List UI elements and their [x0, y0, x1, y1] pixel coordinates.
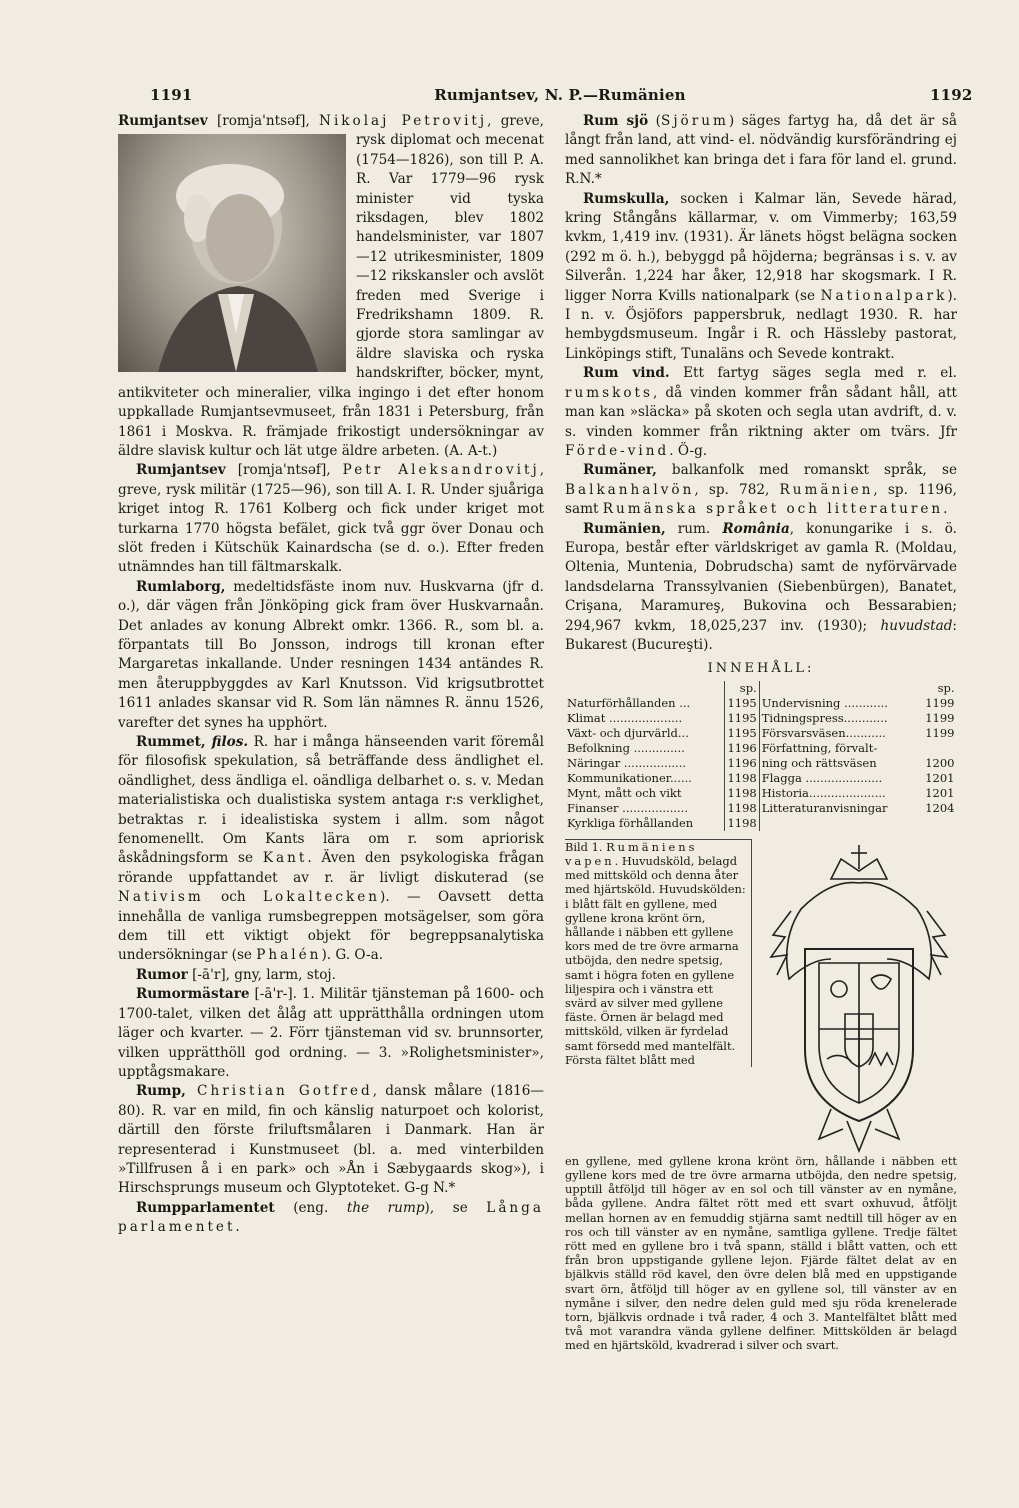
entry-rumanien: Rumänien, rum. România, konungarike i s. ö. Europa, består efter världskriget av gamla R. (Moldau, Oltenia, Muntenia, Dobrudscha) samt de nyförvärvade landsdelarna Transsylvanien (Siebenbürgen), Banatet, Crişana, Maramureş, Bukovina och Bessarabien; 294,967 kvkm, 18,025,237 inv. (1930); huvudstad: Bukarest (Bucureşti). — [565, 520, 957, 653]
left-column — [118, 112, 544, 1238]
headword: Rumänien, — [583, 520, 666, 537]
headword: Rumor — [136, 966, 188, 983]
cross-ref[interactable]: Långa parlamentet — [118, 1199, 544, 1236]
contents-row — [565, 816, 957, 831]
person-name: Nikolaj Petrovitj — [319, 113, 488, 129]
entry-rumaner: Rumäner, balkanfolk med romanskt språk, se Balkanhalvön, sp. 782, Rumänien, sp. 1196, samt Rumänska språket och litteraturen. — [565, 462, 957, 518]
contents-head-row — [565, 681, 957, 696]
contents-label[interactable]: Historia..................... — [761, 785, 886, 800]
contents-row — [565, 801, 957, 816]
entry-rumlaborg: Rumlaborg, medeltidsfäste inom nuv. Huskvarna (jfr d. o.), där vägen från Jönköping gick fram över Huskvarnaån. Det anlades av konung Albrekt omkr. 1366. R., som bl. a. förpantats till Bo Jonsson, indrogs till kronan efter Margaretas inkallande. Under resningen 1434 antändes R. men återuppbyggdes av Karl Knutsson. Vid krigsutbrottet 1611 anlades skansar vid R. Som län nämnes R. ännu 1526, varefter det synes ha upphört. — [118, 578, 544, 731]
entry-rumjantsev-petr: Rumjantsev [romja'ntsəf], Petr Aleksandrovitj, greve, rysk militär (1725—96), son till A. I. R. Under sjuåriga kriget intog R. 1761 Kolberg och fick under kriget mot turkarna 1770 högsta befälet, gick två ggr över Donau och slöt freden i Kütschük Kainardscha (se d. o.). Efter freden utnämndes han till fältmarskalk. — [118, 462, 545, 576]
contents-label[interactable]: ning och rättsväsen — [761, 755, 877, 770]
person-name: Petr Aleksandrovitj — [342, 462, 540, 479]
contents-col: 1200 — [925, 755, 955, 770]
contents-row — [565, 696, 957, 711]
coat-of-arms-image — [761, 839, 957, 1154]
cross-ref[interactable]: Kant — [262, 850, 308, 867]
headword: Rummet, — [136, 734, 206, 750]
contents-label[interactable]: Mynt, mått och vikt — [567, 785, 682, 800]
headword: Rumpparlamentet — [136, 1199, 275, 1216]
contents-label[interactable]: Näringar ................. — [567, 755, 687, 770]
contents-col: 1198 — [724, 786, 759, 801]
contents-label[interactable]: Undervisning ............ — [761, 695, 888, 710]
cross-ref[interactable]: Rumänien — [779, 481, 874, 498]
page-number-left: 1191 — [150, 86, 193, 104]
contents-col: 1199 — [925, 710, 955, 725]
headword: Rum vind. — [583, 365, 670, 382]
contents-col: 1198 — [724, 771, 759, 786]
contents-label[interactable]: Finanser .................. — [567, 800, 688, 815]
page-number-right: 1192 — [930, 86, 973, 104]
contents-table — [565, 681, 957, 831]
entry-rump: Rump, Christian Gotfred, dansk målare (1816—80). R. var en mild, fin och känslig naturpoet och kolorist, därtill den förste friluftsmålaren i Danmark. Han är representerad i Kunstmuseet (bl. a. med vinterbilden »Tillfrusen å i en park» och »Ån i Sæbygaards skog»), i Hirschsprungs museum och Glyptoteket. G-g N.* — [118, 1083, 544, 1197]
contents-col: 1204 — [925, 800, 955, 815]
cross-ref[interactable]: Rumänska språket och litteraturen — [602, 501, 944, 518]
contents-col: 1196 — [724, 756, 759, 771]
contents-col: 1198 — [724, 816, 759, 831]
contents-label[interactable]: Kommunikationer...... — [567, 770, 692, 785]
headword: Rumjantsev — [118, 113, 208, 129]
contents-label[interactable]: Litteraturanvisningar — [761, 800, 888, 815]
contents-col: 1199 — [925, 725, 955, 740]
figure-caption-continued: en gyllene, med gyllene krona krönt örn, hållande i näbben ett gyllene kors med de tre övre armarna utböjda, den nedre spetsig, upptill åtföljd till höger av en sol och till vänster av en nymåne, båda gyllene. Andra fältet rött med ett svart oxhuvud, åtföljt mellan hornen av en femuddig stjärna samt nedtill till höger av en ros och till vänster av en nymåne, samtliga gyllene. Tredje fältet rött med en gyllene bro i två spann, ställd i blått vatten, och ett från bron uppstigande gyllene lejon. Fjärde fältet delat av en bjälkvis ställd röd kavel, den övre delen blå med en uppstigande svart örn, åtföljd till höger av en gyllene sol, till vänster av en nymåne i silver, den nedre delen guld med sju röda krenelerade torn, bjälkvis ordnade i två rader, 4 och 3. Mantelfältet blått med två mot varandra vända gyllene delfiner. Mittskölden är belagd med en hjärtsköld, kvadrerad i silver och svart. — [565, 1153, 957, 1353]
contents-label[interactable]: Flagga ..................... — [761, 770, 883, 785]
contents-col — [919, 816, 957, 831]
figure-block — [565, 839, 957, 1353]
entry-rum-vind: Rum vind. Ett fartyg säges segla med r. el. rumskots, då vinden kommer från sådant håll, att man kan »släcka» på skoten och segla utan avdrift, d. v. s. vinden kommer från riktning akter om tvärs. Jfr Förde-vind. Ö-g. — [565, 365, 957, 459]
right-column — [565, 112, 957, 1353]
entry-rumormastare: Rumormästare [-ā'r-]. 1. Militär tjänsteman på 1600- och 1700-talet, vilken det ålåg att upprätthålla ordningen utom läger och kvarter. — 2. Förr tjänsteman vid sv. brunnsorter, vilken upprätthöll god ordning. — 3. »Rolighetsminister», upptågsmakare. — [118, 986, 544, 1080]
cross-ref[interactable]: Nativism — [118, 889, 204, 906]
contents-col: 1196 — [724, 741, 759, 756]
entry-rummet: Rummet, filos. R. har i många hänseenden varit föremål för filosofisk spekulation, så beträffande dess ändlighet el. oändlighet, dess ändliga el. oändliga delbarhet o. s. v. Medan materialistiska och dualistiska system antaga r:s verklighet, betraktas r. i idealistiska system i allm. som något fenomenellt. Om Kants lära om r. som apriorisk åskådningsform se Kant. Även den psykologiska frågan rörande uppfattandet av r. är livligt diskuterad (se Nativism och Lokaltecken). — Oavsett detta innehålla de vanliga rumsbegreppen motsägelser, som göra dem till ett viktigt objekt för begreppsanalytiska undersökningar (se Phalén). G. O-a. — [118, 734, 544, 964]
contents-label[interactable]: Befolkning .............. — [567, 740, 685, 755]
headword: Rumormästare — [136, 986, 250, 1003]
entry-rumor: Rumor [-ā'r], gny, larm, stoj. — [136, 966, 336, 983]
contents-label[interactable]: Kyrkliga förhållanden — [567, 815, 694, 830]
portrait-image — [118, 134, 346, 372]
cross-ref[interactable]: Phalén — [256, 947, 322, 964]
figure-caption: Bild 1. Rumäniens vapen. Huvudsköld, belagd med mittsköld och denna åter med hjärtsköld. Huvudskölden: i blått fält en gyllene, med gyllene krona krönt örn, hållande i näbben ett gyllene kors med de tre övre armarna utböjda, den nedre spetsig, samt i högra foten en gyllene liljespira och i vänstra ett svärd av silver med gyllene fäste. Örnen är belagd med mittsköld, vilken är fyrdelad samt försedd med mantelfält. Första fältet blått med — [565, 839, 752, 1067]
contents-row — [565, 711, 957, 726]
contents-label[interactable]: Växt- och djurvärld... — [567, 725, 689, 740]
contents-col — [919, 741, 957, 756]
contents-label[interactable]: Försvarsväsen........... — [761, 725, 886, 740]
contents-col: 1199 — [925, 695, 955, 710]
contents-row — [565, 786, 957, 801]
contents-label[interactable]: Naturförhållanden ... — [567, 695, 691, 710]
headword: Rum sjö — [583, 113, 649, 129]
headword: Rumskulla, — [583, 190, 670, 207]
contents-label[interactable]: Klimat .................... — [567, 710, 683, 725]
entry-rumpparlamentet: Rumpparlamentet (eng. the rump), se Långa parlamentet. — [118, 1199, 544, 1236]
contents-heading: INNEHÅLL: — [707, 661, 815, 677]
headword: Rumlaborg, — [136, 578, 226, 595]
contents-col: 1195 — [724, 726, 759, 741]
contents-row — [565, 726, 957, 741]
headword: Rump, — [136, 1083, 186, 1100]
headword: Rumjantsev — [136, 462, 226, 479]
cross-ref[interactable]: Nationalpark — [820, 287, 948, 304]
cross-ref[interactable]: Balkanhalvön — [565, 481, 695, 498]
contents-col: 1201 — [925, 770, 955, 785]
contents-col: 1198 — [724, 801, 759, 816]
person-name: Christian Gotfred — [185, 1083, 373, 1100]
contents-label[interactable]: Författning, förvalt- — [761, 740, 878, 755]
entry-rum-sjo: Rum sjö (Sjörum) säges fartyg ha, då det är så långt från land, att vind- el. nödvändig kursförändring ej med sannolikhet kan bringa det i fara för land el. grund. R.N.* — [565, 113, 958, 188]
col-head: sp. — [937, 680, 955, 695]
cross-ref[interactable]: Förde-vind — [565, 442, 670, 459]
contents-row — [565, 771, 957, 786]
entry-rumskulla: Rumskulla, socken i Kalmar län, Sevede härad, kring Stångåns källarmar, v. om Vimmerby; 163,59 kvkm, 1,419 inv. (1931). Är länets högst belägna socken (292 m ö. h.), bebyggd på höjderna; begränsas i s. v. av Silverån. 1,224 har åker, 12,918 har skogsmark. I R. ligger Norra Kvills nationalpark (se Nationalpark). I n. v. Ösjöfors pappersbruk, nedlagt 1930. R. har hembygdsmuseum. Ingår i R. och Hässleby pastorat, Linköpings stift, Tunaläns och Sevede kontrakt. — [565, 190, 957, 362]
cross-ref[interactable]: Lokaltecken — [262, 889, 381, 906]
contents-col: 1195 — [724, 711, 759, 726]
entry-rumjantsev-nikolaj: Rumjantsev [romja'ntsəf], Nikolaj Petrovitj , greve, rysk diplomat och mecenat (1754—1826), son till P. A. R. Var 1779—96 rysk minister vid tyska riksdagen, blev 1802 handelsminister, var 1807—12 utrikesminister, 1809—12 rikskansler och avslöt freden med Sverige i Fredrikshamn 1809. R. gjorde stora samlingar av äldre slaviska och ryska handskrifter, böcker, mynt, antikviteter och mineralier, vilka ingingo i det efter honom uppkallade Rumjantsevmuseet, från 1831 i Petersburg, från 1861 i Moskva. R. främjade frikostigt undersökningar av äldre slavisk kultur och lät utge äldre arbeten. (A. A-t.) — [118, 113, 544, 459]
contents-col: 1201 — [925, 785, 955, 800]
contents-col: 1195 — [724, 696, 759, 711]
contents-label[interactable]: Tidningspress............ — [761, 710, 888, 725]
headword: Rumäner, — [583, 462, 657, 479]
col-head: sp. — [724, 681, 759, 696]
contents-row — [565, 756, 957, 771]
contents-label[interactable] — [759, 816, 918, 831]
contents-row — [565, 741, 957, 756]
running-title: Rumjantsev, N. P.—Rumänien — [434, 86, 686, 104]
